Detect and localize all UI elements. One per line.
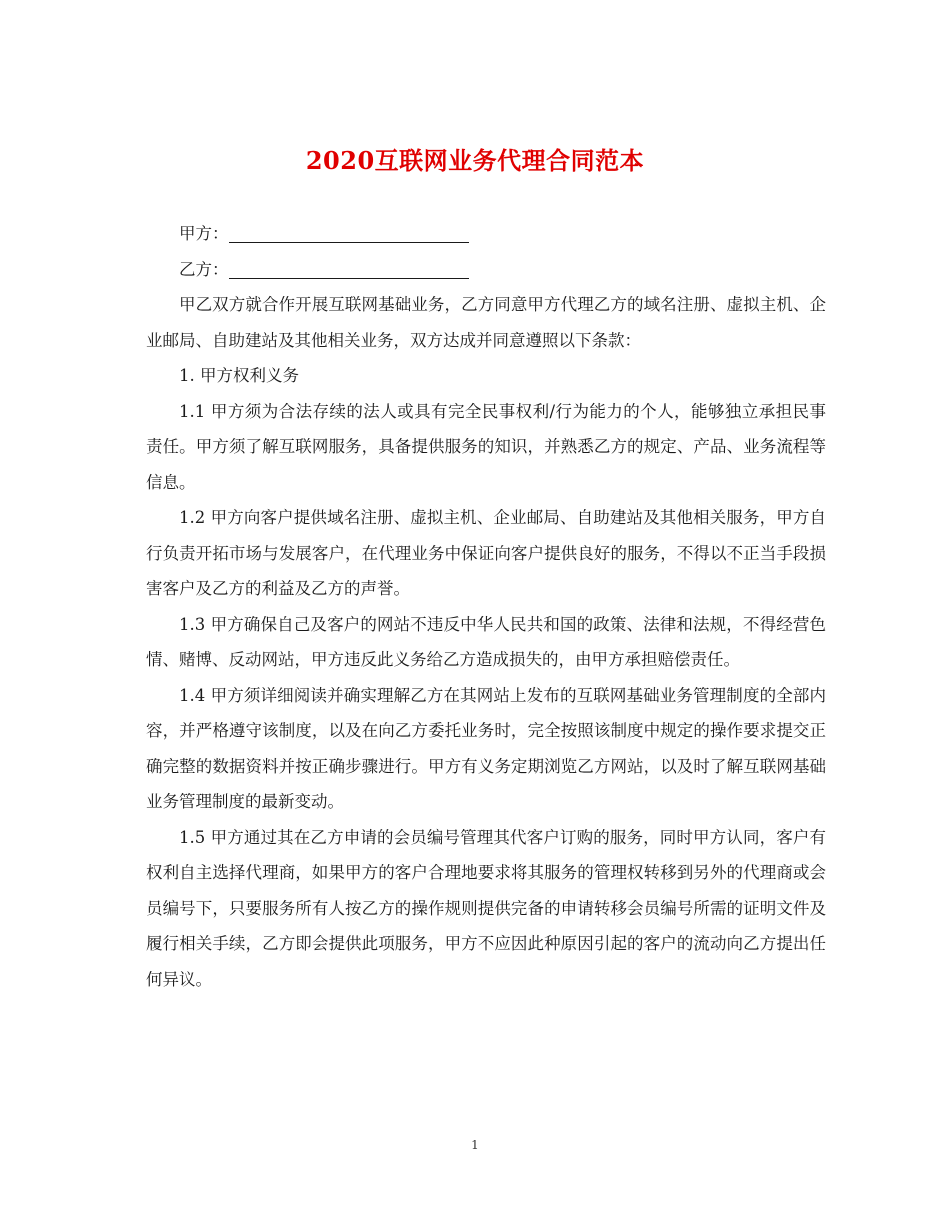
clause-1-4: 1.4 甲方须详细阅读并确实理解乙方在其网站上发布的互联网基础业务管理制度的全部内容，并严格遵守该制度，以及在向乙方委托业务时，完全按照该制度中规定的操作要求提交正确完整的数据资料并按正确步骤进行。甲方有义务定期浏览乙方网站，以及时了解互联网基础业务管理制度的最新变动。 xyxy=(146,685,826,811)
intro-paragraph: 甲乙双方就合作开展互联网基础业务，乙方同意甲方代理乙方的域名注册、虚拟主机、企业邮局、自助建站及其他相关业务，双方达成并同意遵照以下条款： xyxy=(146,295,826,350)
party-a-label: 甲方： xyxy=(179,224,229,243)
clause-1-2: 1.2 甲方向客户提供域名注册、虚拟主机、企业邮局、自助建站及其他相关服务，甲方自行负责开拓市场与发展客户，在代理业务中保证向客户提供良好的服务，不得以不正当手段损害客户及乙方的利益及乙方的声誉。 xyxy=(146,508,826,598)
party-a-line xyxy=(146,216,826,252)
clause-1-3: 1.3 甲方确保自己及客户的网站不违反中华人民共和国的政策、法律和法规，不得经营色情、赌博、反动网站，甲方违反此义务给乙方造成损失的，由甲方承担赔偿责任。 xyxy=(146,614,826,669)
clause-1-1: 1.1 甲方须为合法存续的法人或具有完全民事权利/行为能力的个人，能够独立承担民事责任。甲方须了解互联网服务，具备提供服务的知识，并熟悉乙方的规定、产品、业务流程等信息。 xyxy=(146,401,826,492)
party-b-label: 乙方： xyxy=(179,259,229,279)
document-body xyxy=(146,216,826,997)
section-heading: 1. 甲方权利义务 xyxy=(179,366,299,385)
document-title: 2020互联网业务代理合同范本 xyxy=(305,146,645,175)
clause-1-5: 1.5 甲方通过其在乙方申请的会员编号管理其代客户订购的服务，同时甲方认同，客户有权利自主选择代理商，如果甲方的客户合理地要求将其服务的管理权转移到另外的代理商或会员编号下，只要服务所有人按乙方的操作规则提供完备的申请转移会员编号所需的证明文件及履行相关手续，乙方即会提供此项服务，甲方不应因此种原因引起的客户的流动向乙方提出任何异议。 xyxy=(146,827,826,989)
page-number: 1 xyxy=(471,1138,479,1152)
party-a-blank xyxy=(229,224,469,243)
party-b-blank xyxy=(229,260,469,279)
party-b-line xyxy=(146,252,826,288)
